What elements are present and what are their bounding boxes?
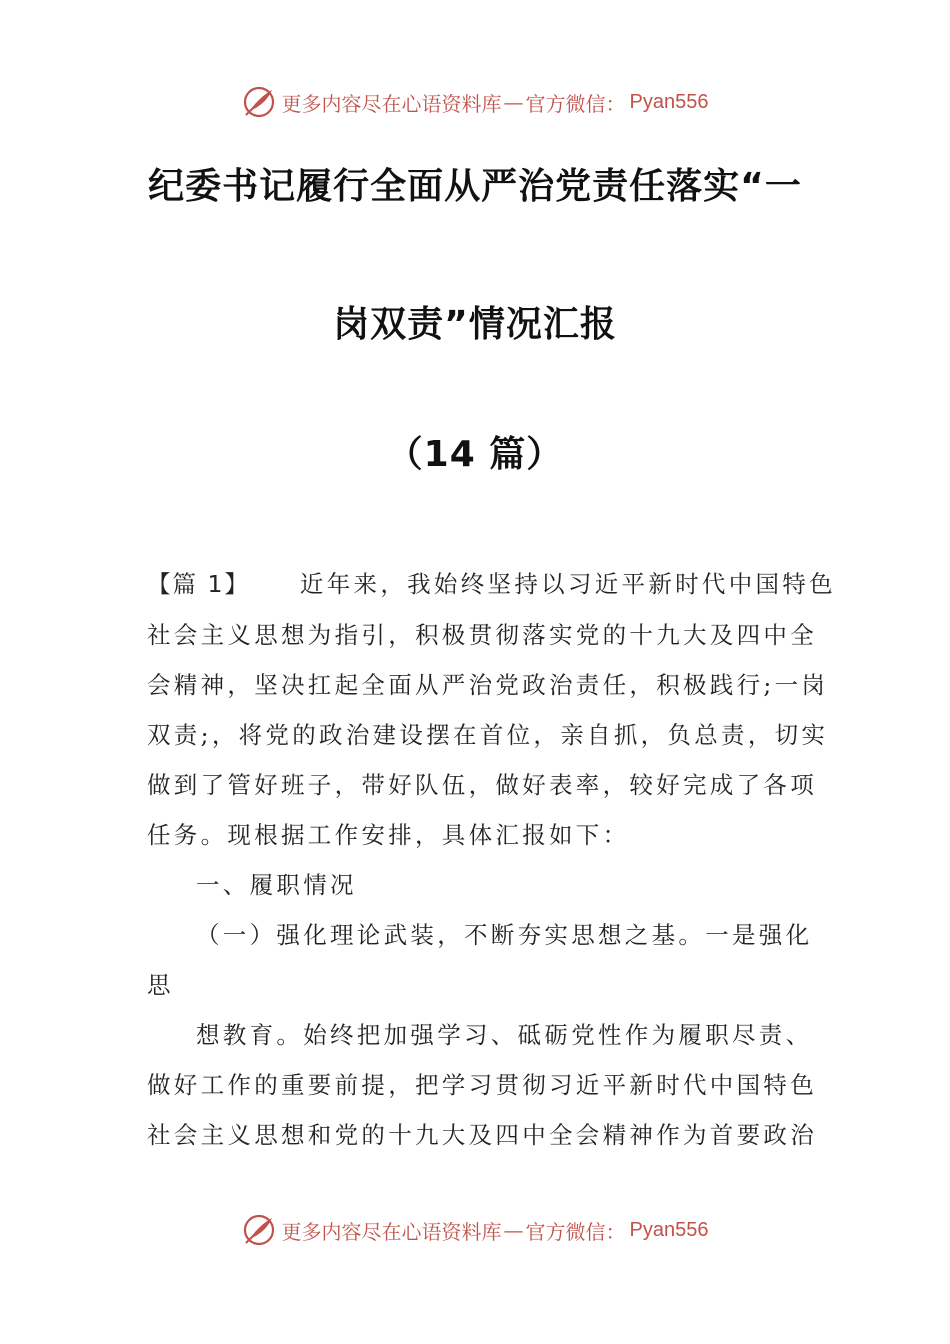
article-line: 社会主义思想为指引，积极贯彻落实党的十九大及四中全 [147,621,817,649]
article-line: 任务。现根据工作安排，具体汇报如下： [147,821,630,849]
banner-site-text: 更多内容尽在心语资料库 [281,91,502,116]
banner-wechat-id: Pyan556 [629,90,709,113]
banner-wechat-id: Pyan556 [629,1218,709,1241]
document-title-line-1: 纪委书记履行全面从严治党责任落实“一 [148,166,802,207]
quill-logo-icon [242,1213,276,1247]
article-line: （一）强化理论武装，不断夯实思想之基。一是强化 [196,921,813,949]
document-title-count: （14 篇） [386,434,564,475]
article-line-text: 近年来，我始终坚持以习近平新时代中国特色 [299,570,836,598]
banner-site-text: 更多内容尽在心语资料库 [281,1219,502,1244]
article-line: 会精神，坚决扛起全面从严治党政治责任，积极践行;一岗 [147,671,829,699]
article-section-tag: 【篇 1】 [147,570,250,598]
header-watermark-banner [0,82,950,122]
article-line: 做好工作的重要前提，把学习贯彻习近平新时代中国特色 [147,1071,817,1099]
quill-logo-icon [242,85,276,119]
article-line: 想教育。始终把加强学习、砥砺党性作为履职尽责、 [196,1021,813,1049]
banner-dash: — [503,1218,524,1242]
banner-wechat-label: 官方微信： [525,1219,626,1244]
article-line: 思 [147,971,174,999]
article-heading: 一、履职情况 [196,871,357,899]
document-title-line-2: 岗双责”情况汇报 [333,304,617,345]
article-line: 社会主义思想和党的十九大及四中全会精神作为首要政治 [147,1121,817,1149]
article-line [147,559,836,609]
article-line: 双责;，将党的政治建设摆在首位，亲自抓，负总责，切实 [147,721,829,749]
article-line: 做到了管好班子，带好队伍，做好表率，较好完成了各项 [147,771,817,799]
banner-dash: — [503,90,524,114]
footer-watermark-banner [0,1210,950,1250]
banner-wechat-label: 官方微信： [525,91,626,116]
